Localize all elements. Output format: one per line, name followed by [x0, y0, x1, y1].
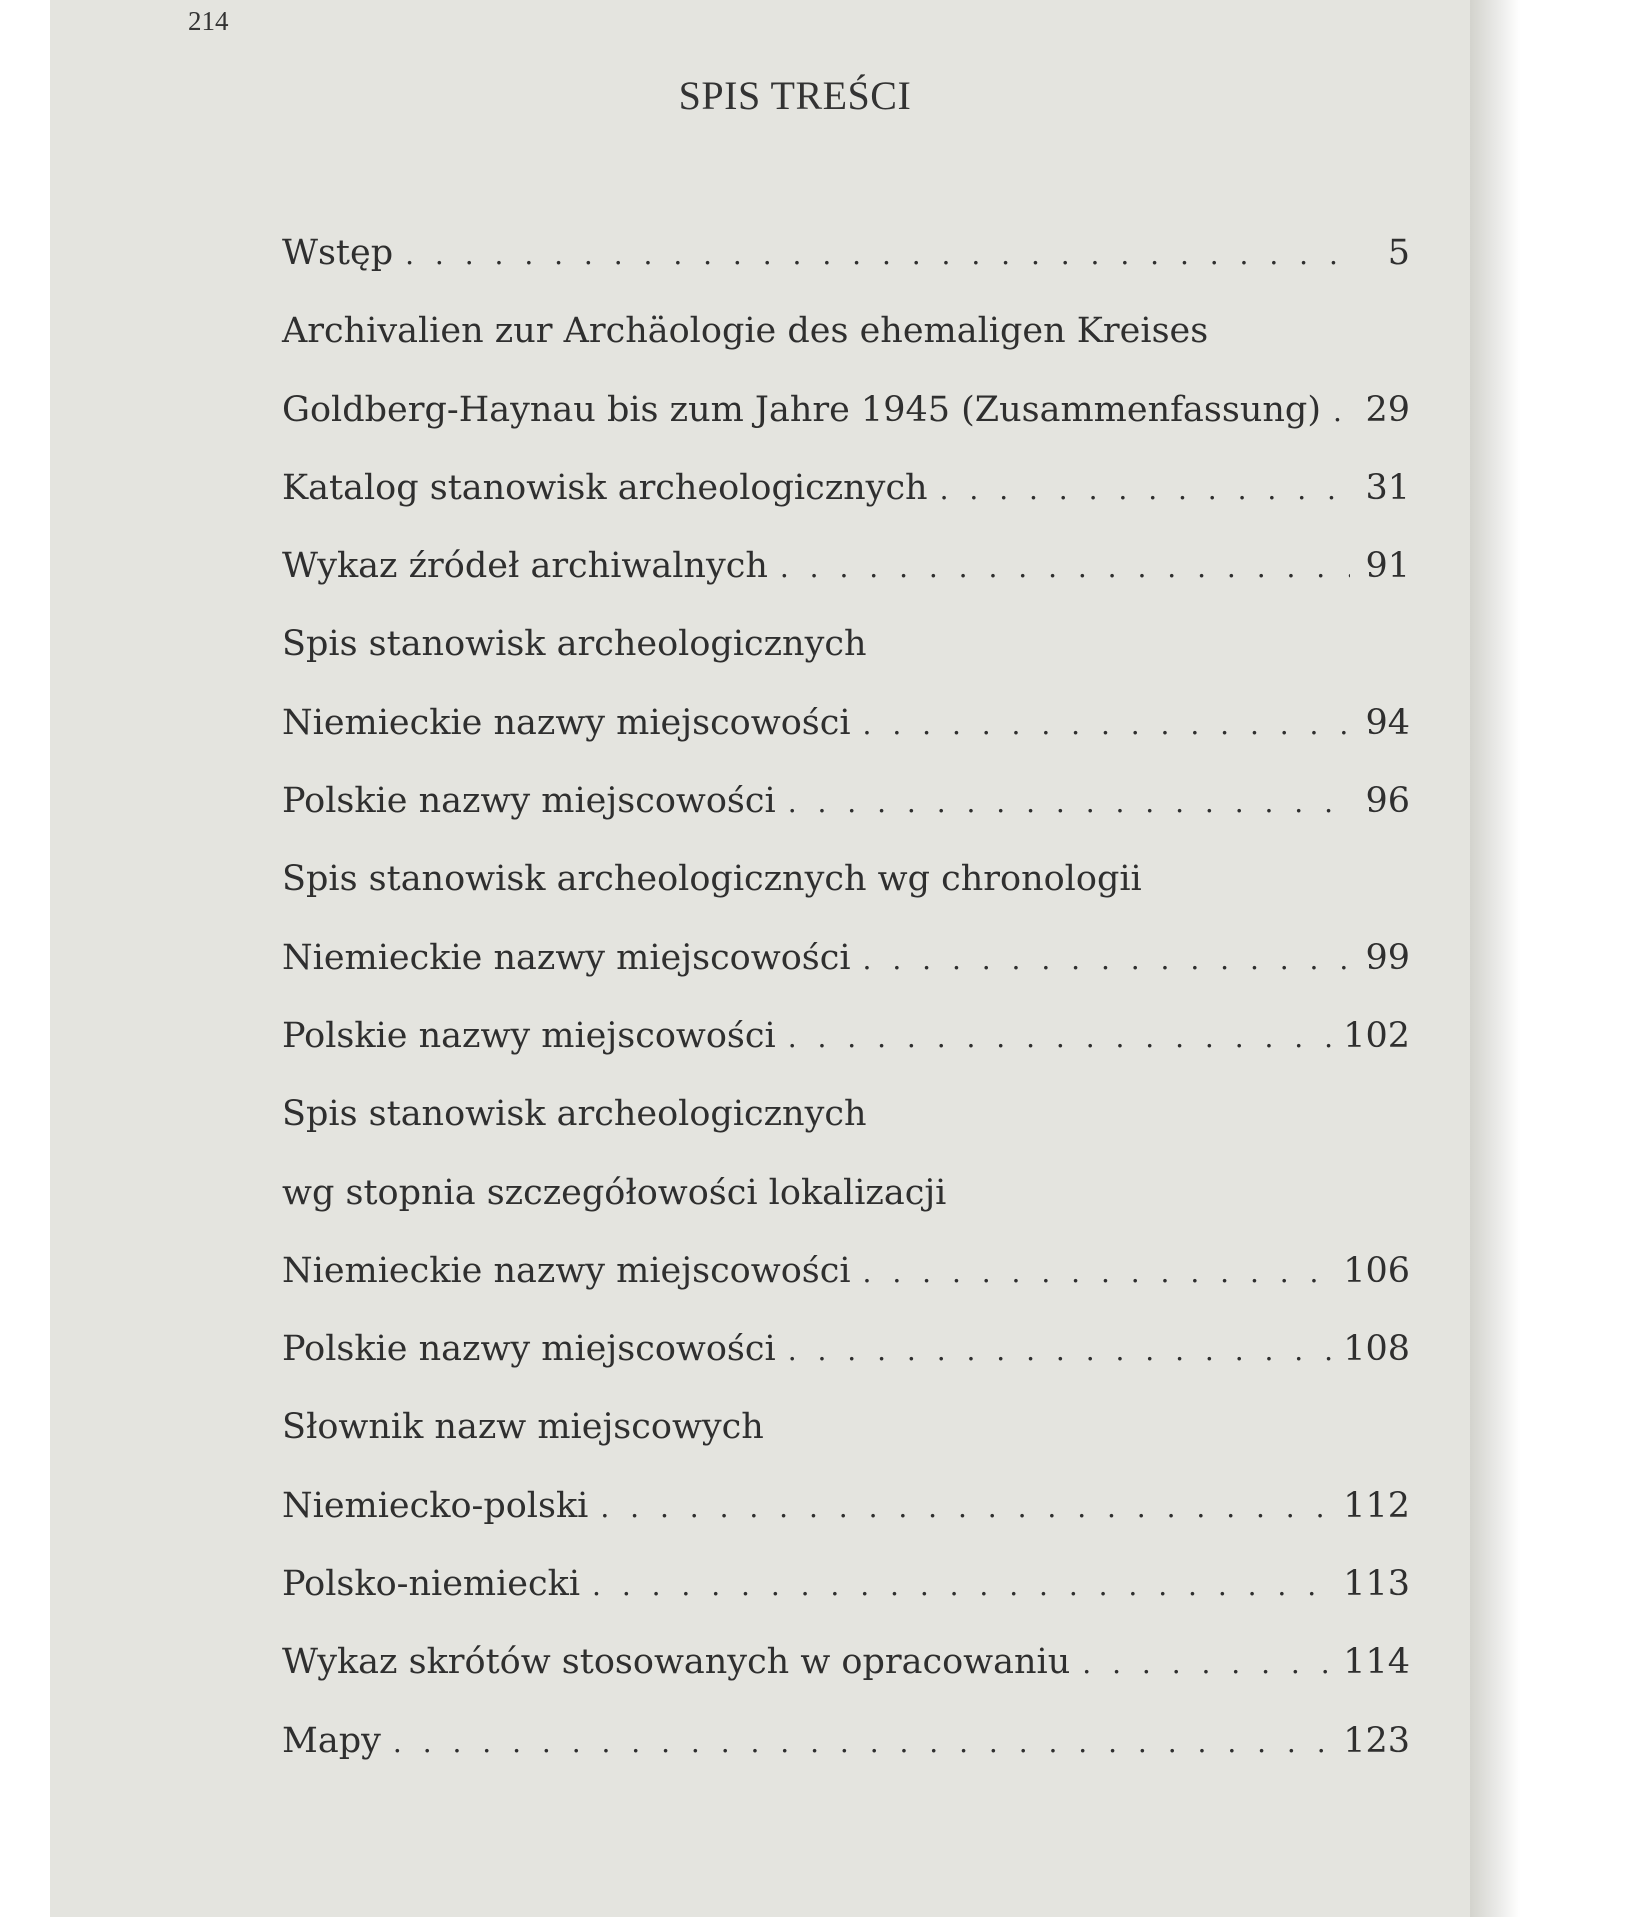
toc-entry-label: Polsko-niemiecki [282, 1564, 581, 1605]
toc-entry-page-number: 29 [1365, 389, 1410, 430]
toc-entry-label: Niemieckie nazwy miejscowości [282, 702, 851, 743]
toc-entry-page-number: 113 [1343, 1564, 1410, 1605]
toc-entry-label: Wykaz źródeł archiwalnych [282, 546, 768, 587]
toc-entry-page-number: 112 [1343, 1485, 1410, 1526]
toc-entry [282, 546, 1410, 627]
dot-leader [788, 1337, 1334, 1365]
dot-leader [780, 554, 1350, 582]
toc-entry [282, 1720, 1410, 1802]
dot-leader [940, 476, 1350, 504]
toc-entry [282, 859, 1410, 940]
toc-entry [282, 311, 1410, 392]
dot-leader [600, 1494, 1333, 1522]
toc-entry-label: Polskie nazwy miejscowości [282, 781, 776, 822]
toc-entry-label: Archivalien zur Archäologie des ehemaligen Kreises [282, 311, 1209, 352]
toc-entry [282, 702, 1410, 784]
toc-entry [282, 624, 1410, 705]
toc-entry [282, 1642, 1410, 1723]
toc-entry-label: Wstęp [282, 233, 394, 273]
dot-leader [863, 1259, 1334, 1287]
toc-entry-page-number: 123 [1343, 1720, 1410, 1761]
toc-entry-label: Wykaz skrótów stosowanych w opracowaniu [282, 1642, 1071, 1683]
toc-entry [282, 1250, 1410, 1332]
toc-entry-page-number: 31 [1365, 467, 1410, 508]
toc-entry-label: wg stopnia szczegółowości lokalizacji [282, 1172, 947, 1213]
toc-entry [282, 937, 1410, 1019]
toc-entry-page-number: 99 [1365, 937, 1410, 978]
table-of-contents [282, 233, 1410, 1802]
toc-entry [282, 1564, 1410, 1645]
toc-entry-label: Spis stanowisk archeologicznych [282, 624, 867, 665]
dot-leader [863, 946, 1350, 974]
toc-entry [282, 1015, 1410, 1097]
dot-leader [393, 1729, 1333, 1757]
toc-entry [282, 1172, 1410, 1254]
dot-leader [788, 1024, 1334, 1052]
toc-entry-label: Spis stanowisk archeologicznych [282, 1094, 867, 1135]
toc-entry [282, 1485, 1410, 1567]
toc-entry-label: Polskie nazwy miejscowości [282, 1015, 776, 1056]
toc-entry-page-number: 106 [1343, 1250, 1410, 1291]
toc-entry-label: Słownik nazw miejscowych [282, 1407, 764, 1448]
dot-leader [592, 1572, 1333, 1600]
toc-entry [282, 781, 1410, 862]
dot-leader [1333, 398, 1350, 426]
toc-entry-page-number: 91 [1365, 546, 1410, 587]
page-number: 214 [188, 6, 229, 36]
toc-entry-page-number: 108 [1343, 1329, 1410, 1370]
toc-entry-label: Niemieckie nazwy miejscowości [282, 937, 851, 978]
toc-entry [282, 233, 1410, 314]
toc-entry [282, 389, 1410, 471]
toc-entry-label: Katalog stanowisk archeologicznych [282, 467, 928, 508]
toc-entry [282, 1407, 1410, 1488]
toc-entry [282, 467, 1410, 549]
toc-entry-page-number: 102 [1343, 1015, 1410, 1056]
page-title: SPIS TREŚCI [678, 73, 912, 118]
dot-leader [863, 711, 1350, 739]
toc-entry-page-number: 114 [1343, 1642, 1410, 1683]
toc-entry-page-number: 5 [1387, 233, 1410, 273]
toc-entry-label: Mapy [282, 1720, 381, 1761]
dot-leader [1082, 1650, 1333, 1678]
toc-entry [282, 1094, 1410, 1175]
toc-entry-label: Polskie nazwy miejscowości [282, 1329, 776, 1370]
toc-entry-label: Goldberg-Haynau bis zum Jahre 1945 (Zusammenfassung) [282, 389, 1321, 430]
dot-leader [788, 789, 1350, 817]
dot-leader [405, 241, 1350, 269]
book-page [50, 0, 1470, 1917]
toc-entry-label: Niemiecko-polski [282, 1485, 589, 1526]
toc-entry-label: Spis stanowisk archeologicznych wg chronologii [282, 859, 1142, 900]
page-edge-shadow [1470, 0, 1520, 1917]
toc-entry [282, 1329, 1410, 1410]
toc-entry-page-number: 96 [1365, 781, 1410, 822]
toc-entry-label: Niemieckie nazwy miejscowości [282, 1250, 851, 1291]
toc-entry-page-number: 94 [1365, 702, 1410, 743]
